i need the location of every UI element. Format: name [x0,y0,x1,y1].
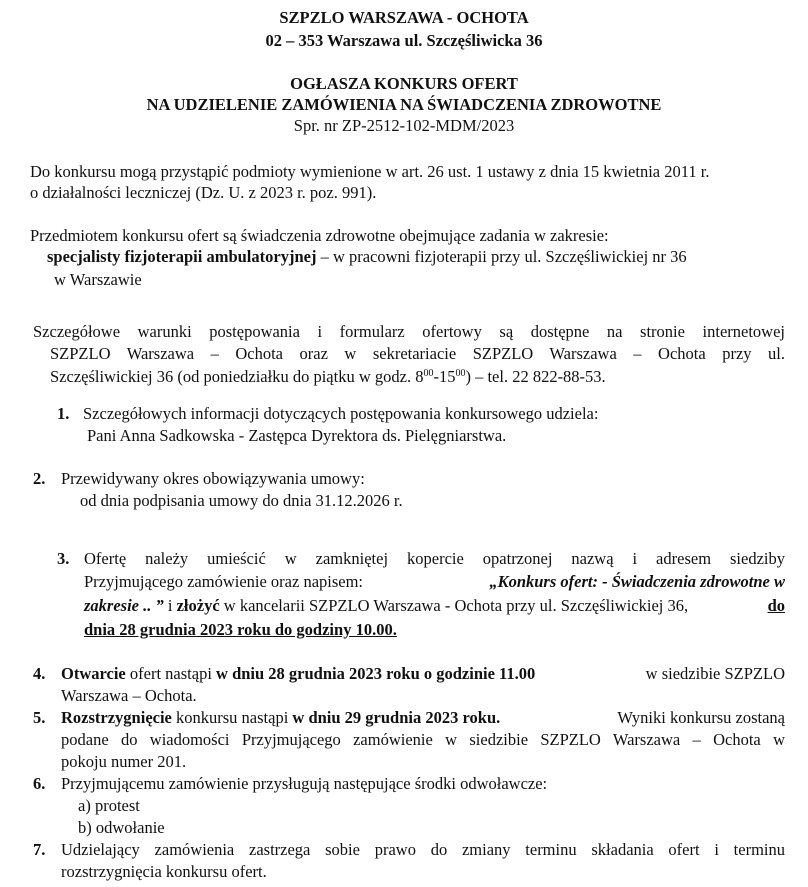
item-2-line-1: Przewidywany okres obowiązywania umowy: [61,469,365,488]
item-3-line-2 [84,572,785,592]
item-2-line-2: od dnia podpisania umowy do dnia 31.12.2026 r. [80,491,403,510]
item-7-number: 7. [33,840,46,859]
item-3-and: i [163,596,177,615]
item-3-deadline-start: do [767,596,785,615]
details-phone: ) – tel. 22 822-88-53. [465,367,606,386]
subject-specialty: specjalisty fizjoterapii ambulatoryjnej [47,247,317,266]
item-7-line-1: Udzielający zamówienia zastrzega sobie prawo do zmiany terminu składania ofert i terminu [61,840,785,859]
org-address: 02 – 353 Warszawa ul. Szczęśliwicka 36 [265,31,543,50]
item-4-line-1 [61,664,785,684]
item-7-line-2: rozstrzygnięcia konkursu ofert. [61,862,267,881]
title-line-2: NA UDZIELENIE ZAMÓWIENIA NA ŚWIADCZENIA ZDROWOTNE [146,95,662,114]
subject-line-1: Przedmiotem konkursu ofert są świadczenia zdrowotne obejmujące zadania w zakresie: [30,226,609,245]
item-5-number: 5. [33,708,46,727]
intro-line-1: Do konkursu mogą przystąpić podmioty wymienione w art. 26 ust. 1 ustawy z dnia 15 kwietnia 2011 r. [30,162,710,181]
subject-line-3: w Warszawie [54,270,142,289]
details-line-1: Szczegółowe warunki postępowania i formularz ofertowy są dostępne na stronie internetowej [33,322,785,341]
item-1-number: 1. [57,404,70,423]
item-3-deadline: dnia 28 grudnia 2023 roku do godziny 10.00. [84,620,397,639]
title-line-1: OGŁASZA KONKURS OFERT [290,74,518,93]
hours-start-sup: 00 [423,368,434,379]
item-3-submit-place: w kancelarii SZPZLO Warszawa - Ochota przy ul. Szczęśliwickiej 36, [219,596,689,615]
item-6-line-1: Przyjmującemu zamówienie przysługują następujące środki odwoławcze: [61,774,548,793]
item-5-text: konkursu nastąpi [171,708,293,727]
details-hours-text: Szczęśliwickiej 36 (od poniedziałku do piątku w godz. 8 [50,367,424,386]
item-6-number: 6. [33,774,46,793]
item-3-submit-verb: złożyć [176,596,220,615]
item-1-line-2: Pani Anna Sadkowska - Zastępca Dyrektora ds. Pielęgniarstwa. [87,426,507,445]
item-3-label-text: Przyjmującego zamówienie oraz napisem: [84,572,364,591]
reference-number: Spr. nr ZP-2512-102-MDM/2023 [293,116,515,135]
details-line-3 [50,367,606,387]
item-2-number: 2. [33,469,46,488]
item-1-line-1: Szczegółowych informacji dotyczących postępowania konkursowego udziela: [83,404,599,423]
item-5-date: w dniu 29 grudnia 2023 roku. [292,708,501,727]
item-3-line-1: Ofertę należy umieścić w zamkniętej kopercie opatrzonej nazwą i adresem siedziby [84,549,785,568]
hours-end-text: -15 [433,367,456,386]
item-4-text: ofert nastąpi [125,664,217,683]
subject-location: – w pracowni fizjoterapii przy ul. Szczęśliwickiej nr 36 [316,247,687,266]
item-5-line-3: pokoju numer 201. [61,752,187,771]
item-6-option-a: a) protest [78,796,140,815]
item-3-envelope-title: „Konkurs ofert: - Świadczenia zdrowotne w [489,572,785,591]
item-6-option-b: b) odwołanie [78,818,165,837]
item-5-resolution: Rozstrzygnięcie [61,708,172,727]
item-3-envelope-scope: zakresie .. ” [84,596,164,615]
org-name: SZPZLO WARSZAWA - OCHOTA [279,8,529,27]
item-3-line-3 [84,596,785,616]
item-4-line-2: Warszawa – Ochota. [61,686,197,705]
item-5-line-1 [61,708,785,728]
item-4-location: w siedzibie SZPZLO [645,664,785,683]
item-4-number: 4. [33,664,46,683]
intro-line-2: o działalności leczniczej (Dz. U. z 2023 r. poz. 991). [30,183,377,202]
item-4-date: w dniu 28 grudnia 2023 roku o godzinie 11.00 [216,664,536,683]
item-4-opening: Otwarcie [61,664,126,683]
subject-line-2 [47,247,785,267]
item-5-line-2: podane do wiadomości Przyjmującego zamówienie w siedzibie SZPZLO Warszawa – Ochota w [61,730,785,749]
details-line-2: SZPZLO Warszawa – Ochota oraz w sekretariacie SZPZLO Warszawa – Ochota przy ul. [50,344,785,363]
hours-end-sup: 00 [455,368,466,379]
item-3-number: 3. [57,549,70,568]
item-5-results: Wyniki konkursu zostaną [617,708,785,727]
